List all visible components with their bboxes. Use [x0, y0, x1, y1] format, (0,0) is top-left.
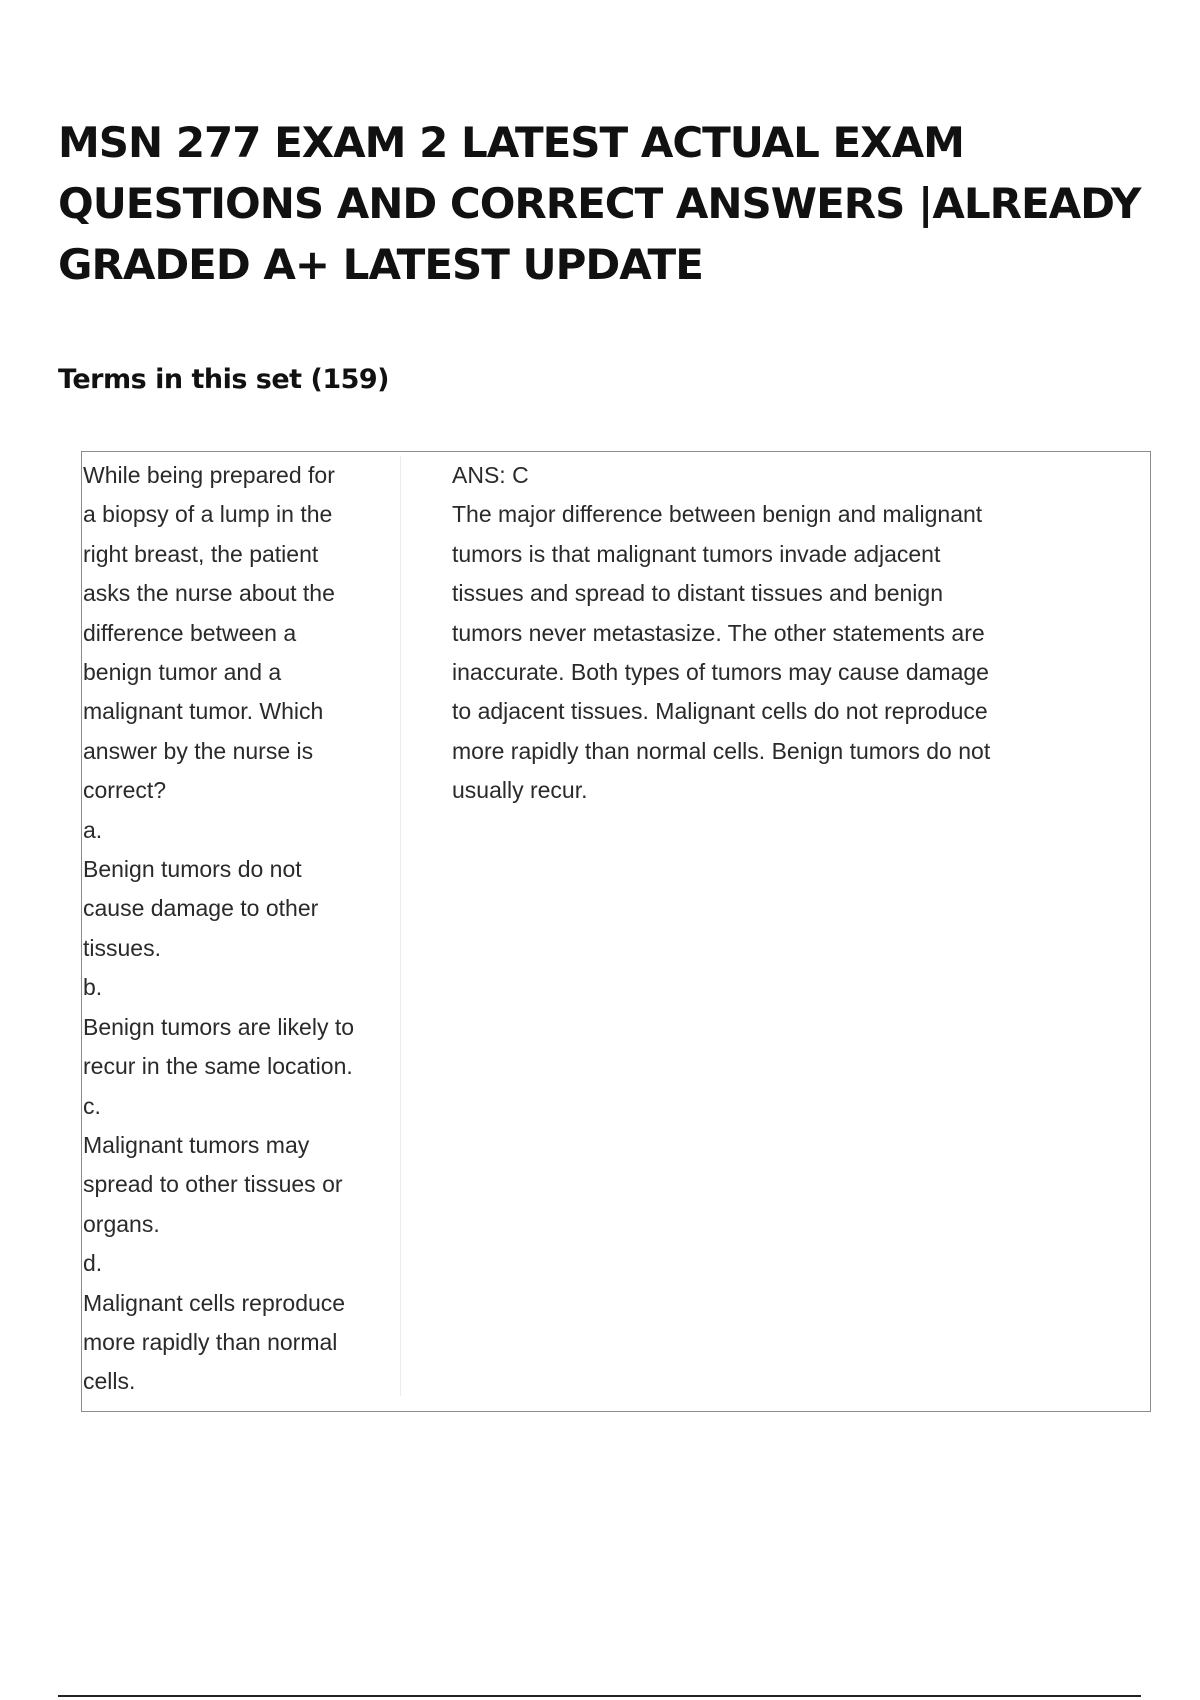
answer-line: The major difference between benign and malignant — [452, 501, 983, 528]
question-line: b. — [83, 974, 103, 1001]
question-line: malignant tumor. Which — [83, 698, 324, 725]
question-line: a biopsy of a lump in the — [83, 501, 333, 528]
question-line: d. — [83, 1250, 103, 1277]
answer-line: tissues and spread to distant tissues and benign — [452, 580, 943, 607]
answer-line: more rapidly than normal cells. Benign tumors do not — [452, 737, 991, 764]
question-line: Benign tumors do not — [83, 856, 302, 883]
question-line: more rapidly than normal — [83, 1328, 338, 1355]
question-line: asks the nurse about the — [83, 580, 335, 607]
title-line: GRADED A+ LATEST UPDATE — [58, 240, 703, 289]
answer-line: to adjacent tissues. Malignant cells do not reproduce — [452, 698, 988, 725]
term-question — [83, 456, 401, 1396]
title-line: QUESTIONS AND CORRECT ANSWERS |ALREADY — [58, 179, 1141, 228]
question-line: organs. — [83, 1210, 160, 1237]
question-line: cells. — [83, 1368, 136, 1395]
answer-line: usually recur. — [452, 777, 588, 804]
term-answer — [452, 456, 1092, 811]
answer-line: inaccurate. Both types of tumors may cause damage — [452, 659, 989, 686]
question-line: right breast, the patient — [83, 540, 319, 567]
question-line: benign tumor and a — [83, 659, 282, 686]
question-line: While being prepared for — [83, 462, 335, 488]
answer-line: tumors never metastasize. The other statements are — [452, 619, 985, 646]
question-line: difference between a — [83, 619, 297, 646]
question-line: tissues. — [83, 934, 161, 961]
question-line: answer by the nurse is — [83, 737, 314, 764]
question-line: recur in the same location. — [83, 1053, 353, 1080]
term-card — [81, 451, 1151, 1412]
terms-heading: Terms in this set (159) — [58, 364, 390, 395]
question-line: Malignant tumors may — [83, 1131, 310, 1158]
title-line: MSN 277 EXAM 2 LATEST ACTUAL EXAM — [58, 118, 964, 167]
question-line: c. — [83, 1092, 101, 1119]
question-line: correct? — [83, 777, 167, 804]
question-line: Malignant cells reproduce — [83, 1289, 346, 1316]
question-line: a. — [83, 816, 103, 843]
document-title — [58, 112, 1188, 295]
answer-line: tumors is that malignant tumors invade adjacent — [452, 540, 941, 567]
footer-divider — [58, 1695, 1141, 1697]
question-line: cause damage to other — [83, 895, 319, 922]
question-line: Benign tumors are likely to — [83, 1013, 355, 1040]
question-line: spread to other tissues or — [83, 1171, 343, 1198]
answer-key: ANS: C — [452, 462, 529, 488]
